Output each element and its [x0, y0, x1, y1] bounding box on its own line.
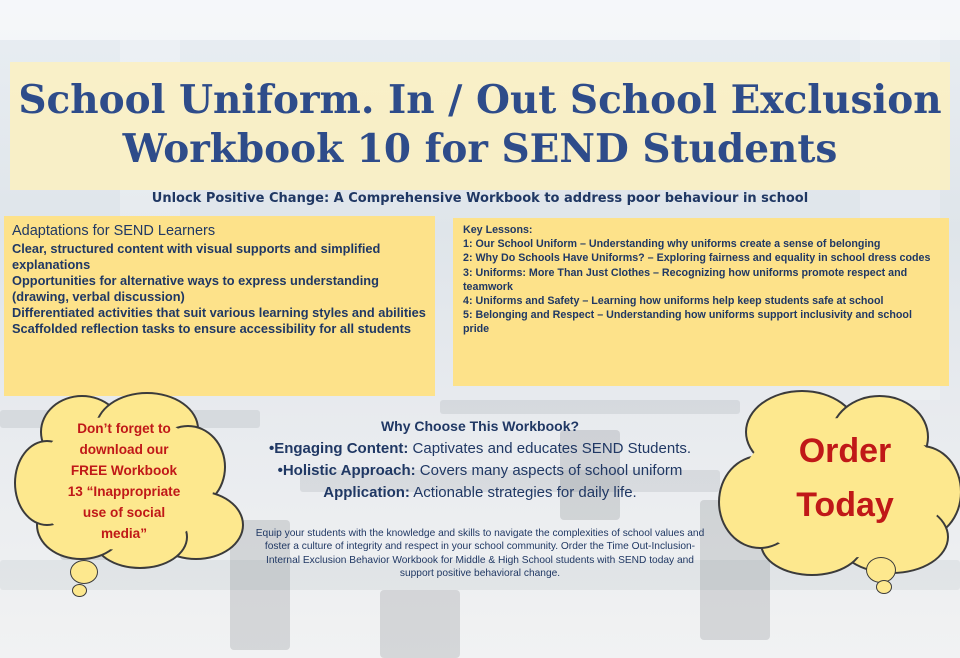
- order-line: Order: [798, 432, 892, 470]
- order-today-callout[interactable]: [740, 424, 950, 532]
- lesson-item: 1: Our School Uniform – Understanding why uniforms create a sense of belonging: [463, 238, 881, 251]
- why-point-label: •Holistic Approach:: [277, 462, 416, 479]
- why-heading: Why Choose This Workbook?: [380, 418, 580, 434]
- reminder-line: use of social: [82, 505, 166, 520]
- thought-bubble-dot: [876, 580, 892, 594]
- lesson-item: 3: Uniforms: More Than Just Clothes – Recognizing how uniforms promote respect and teamwork: [463, 266, 908, 293]
- adaptations-heading: Adaptations for SEND Learners: [12, 223, 216, 239]
- reminder-line: media”: [100, 526, 148, 541]
- why-point-text: Actionable strategies for daily life.: [409, 484, 637, 501]
- title-line-1: School Uniform. In / Out School Exclusion: [18, 77, 942, 123]
- adaptation-item: Differentiated activities that suit various learning styles and abilities: [12, 305, 426, 320]
- reminder-line: Don’t forget to: [77, 421, 171, 436]
- why-point: [240, 460, 720, 482]
- free-workbook-reminder: [44, 418, 204, 544]
- thought-bubble-dot: [866, 557, 896, 583]
- reminder-line: FREE Workbook: [70, 463, 178, 478]
- why-point-text: Covers many aspects of school uniform: [415, 462, 683, 479]
- adaptation-item: Clear, structured content with visual supports and simplified explanations: [12, 241, 381, 272]
- thought-bubble-dot: [70, 560, 98, 584]
- today-line: Today: [796, 486, 894, 524]
- why-choose-section: [240, 418, 720, 504]
- lesson-item: 5: Belonging and Respect – Understanding how uniforms support inclusivity and school pride: [463, 309, 912, 336]
- lesson-item: 2: Why Do Schools Have Uniforms? – Exploring fairness and equality in school dress codes: [463, 252, 931, 265]
- reminder-line: 13 “Inappropriate: [67, 484, 181, 499]
- why-point: [240, 482, 720, 504]
- why-point-label: Application:: [323, 484, 410, 501]
- reminder-line: download our: [79, 442, 169, 457]
- key-lessons-heading: Key Lessons:: [463, 224, 533, 236]
- subtitle: Unlock Positive Change: A Comprehensive Workbook to address poor behaviour in school: [151, 191, 809, 206]
- why-point-label: •Engaging Content:: [268, 440, 409, 457]
- why-point: [240, 438, 720, 460]
- why-point-text: Captivates and educates SEND Students.: [408, 440, 692, 457]
- key-lessons-panel: [453, 218, 949, 386]
- adaptation-item: Opportunities for alternative ways to express understanding (drawing, verbal discussion): [12, 273, 379, 304]
- lesson-item: 4: Uniforms and Safety – Learning how uniforms help keep students safe at school: [463, 295, 884, 308]
- title-line-2: Workbook 10 for SEND Students: [122, 126, 838, 172]
- thought-bubble-dot: [72, 584, 87, 597]
- description-blurb: Equip your students with the knowledge and skills to navigate the complexities of school values and foster a culture of integrity and respect in your school community. Order the Time Out-Inclusion- Internal Exclusion Behavior Workbook for Middle & High School students with SEND today and support positive behavioral change.: [255, 528, 705, 580]
- adaptations-panel: [4, 216, 435, 396]
- page-title: [10, 76, 950, 174]
- adaptation-item: Scaffolded reflection tasks to ensure accessibility for all students: [12, 321, 411, 336]
